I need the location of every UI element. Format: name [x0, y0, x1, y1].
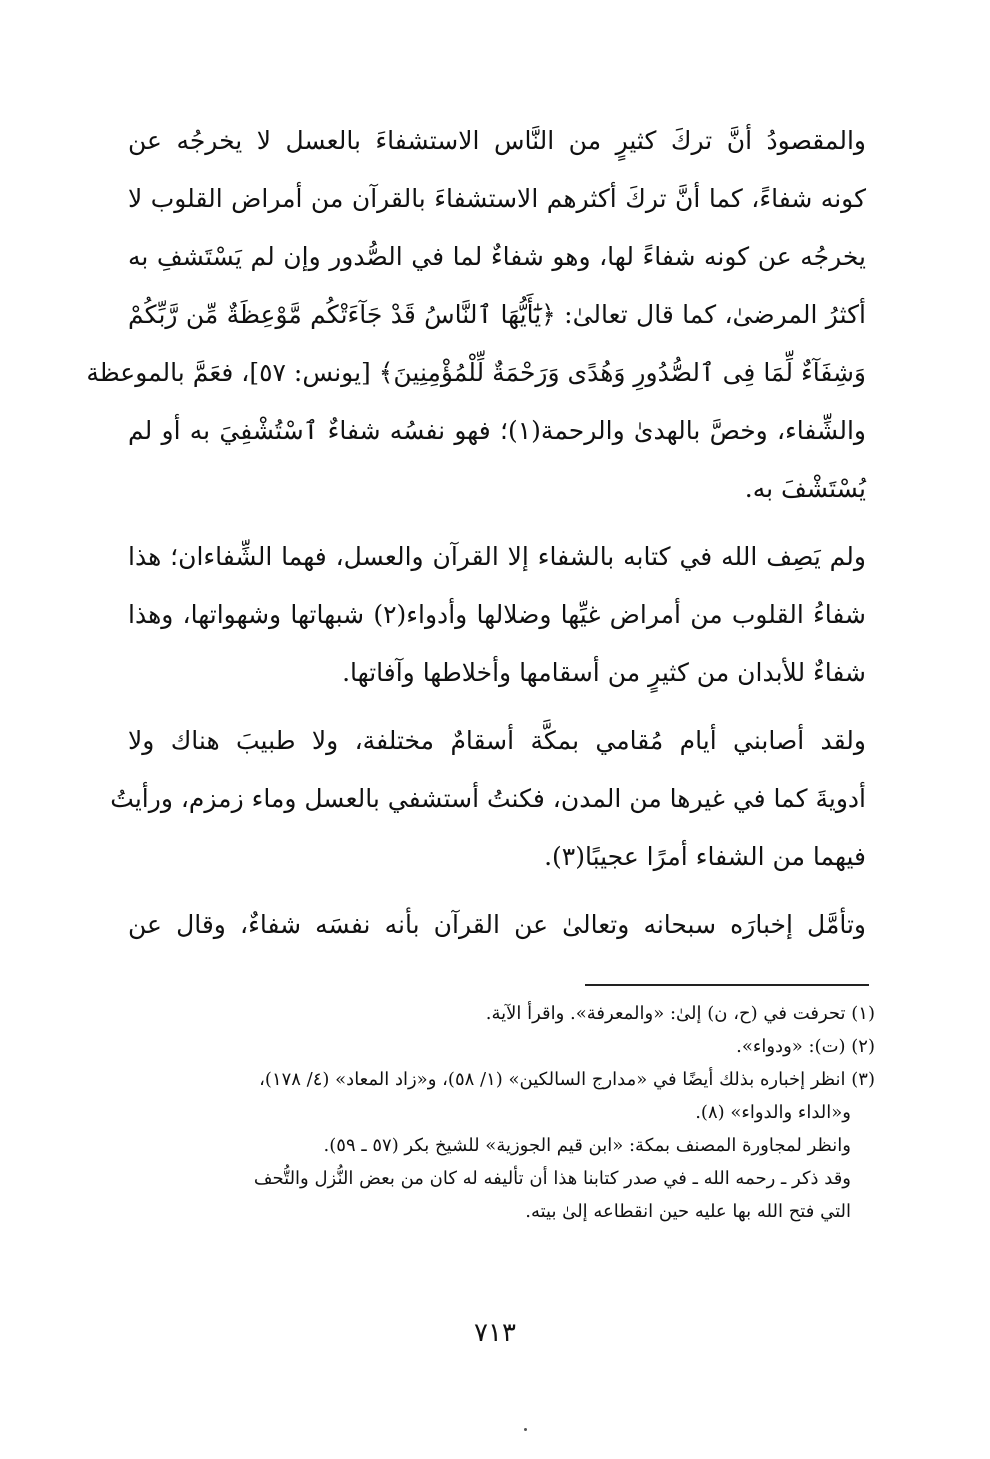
- scan-speck: [524, 1428, 527, 1431]
- footnote-3-continued: وقد ذكر ـ رحمه الله ـ في صدر كتابنا هذا أن تأليفه له كان من بعض النُّزل والتُّحف: [253, 1168, 851, 1189]
- text-line: والشِّفاء، وخصَّ بالهدىٰ والرحمة(١)؛ فهو نفسُه شفاءٌ ٱسْتُشْفِيَ به أو لم: [128, 416, 867, 445]
- text-line: يُسْتَشْفَ به.: [744, 474, 866, 503]
- text-line: كونه شفاءً، كما أنَّ تركَ أكثرهم الاستشفاءَ بالقرآن من أمراض القلوب لا: [128, 184, 866, 213]
- paragraph: [110, 712, 866, 886]
- footnotes: [140, 997, 875, 1228]
- text-line: والمقصودُ أنَّ تركَ كثيرٍ من النَّاس الاستشفاءَ بالعسل لا يخرجُه عن: [128, 126, 866, 155]
- text-line: أدويةَ كما في غيرها من المدن، فكنتُ أستشفي بالعسل وماء زمزم، ورأيتُ: [110, 784, 866, 813]
- footnote-3-continued: التي فتح الله بها عليه حين انقطاعه إلىٰ بيته.: [525, 1201, 851, 1222]
- main-text: [86, 112, 867, 954]
- paragraph: [128, 528, 866, 702]
- text-line: وَشِفَآءٌ لِّمَا فِى ٱلصُّدُورِ وَهُدًى وَرَحْمَةٌ لِّلْمُؤْمِنِينَ﴾ [يونس: ٥٧]، فعَمَّ بالموعظة: [86, 358, 866, 387]
- paragraph: [86, 112, 867, 518]
- footnote-separator: [585, 984, 869, 986]
- paragraph: [128, 896, 866, 954]
- text-line: ولقد أصابني أيام مُقامي بمكَّة أسقامٌ مختلفة، ولا طبيبَ هناك ولا: [128, 726, 866, 755]
- text-line: شفاءُ القلوب من أمراض غيِّها وضلالها وأدواء(٢) شبهاتها وشهواتها، وهذا: [128, 600, 866, 629]
- text-line: فيهما من الشفاء أمرًا عجيبًا(٣).: [544, 842, 866, 871]
- footnote-1: (١) تحرفت في (ح، ن) إلىٰ: «والمعرفة». واقرأ الآية.: [485, 1003, 875, 1024]
- text-line: ولم يَصِف الله في كتابه بالشفاء إلا القرآن والعسل، فهما الشِّفاءان؛ هذا: [128, 542, 866, 571]
- text-line: يخرجُه عن كونه شفاءً لها، وهو شفاءٌ لما في الصُّدور وإن لم يَسْتَشفِ به: [128, 242, 866, 271]
- footnote-3-continued: وانظر لمجاورة المصنف بمكة: «ابن قيم الجوزية» للشيخ بكر (٥٧ ـ ٥٩).: [323, 1135, 851, 1156]
- page-number: ٧١٣: [474, 1318, 516, 1348]
- footnote-3-continued: و«الداء والدواء» (٨).: [695, 1102, 851, 1123]
- footnote-3: (٣) انظر إخباره بذلك أيضًا في «مدارج السالكين» (١/ ٥٨)، و«زاد المعاد» (٤/ ١٧٨)،: [259, 1069, 875, 1090]
- text-line: شفاءٌ للأبدان من كثيرٍ من أسقامها وأخلاطها وآفاتها.: [342, 658, 866, 687]
- text-line: أكثرُ المرضىٰ، كما قال تعالىٰ: ﴿يَٰٓأَيُّهَا ٱلنَّاسُ قَدْ جَآءَتْكُم مَّوْعِظَةٌ مِّن رَّبِّكُمْ: [128, 300, 866, 329]
- text-line: وتأمَّل إخبارَه سبحانه وتعالىٰ عن القرآن بأنه نفسَه شفاءٌ، وقال عن: [128, 910, 866, 939]
- footnote-2: (٢) (ت): «ودواء».: [736, 1036, 875, 1057]
